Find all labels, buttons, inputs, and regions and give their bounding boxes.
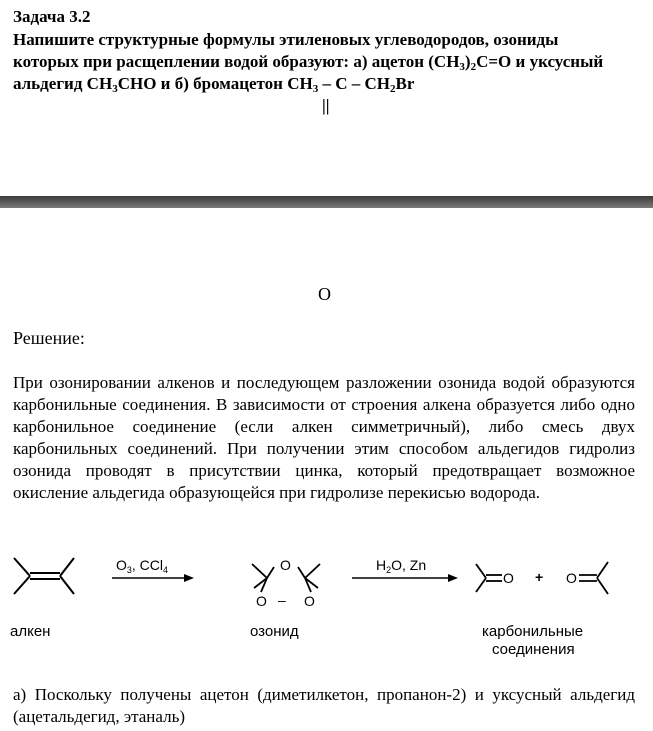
ozonolysis-scheme xyxy=(8,548,648,663)
task-line-3: альдегид $CH_3CHO$ и б) бромацетон $CH_3$ – C – $CH_2Br$ xyxy=(13,74,415,95)
task-statement xyxy=(13,29,641,95)
step2-reagents: $H_2O$, Zn xyxy=(376,557,427,575)
product-2-structure xyxy=(579,562,608,594)
product-1-oxygen: O xyxy=(503,570,514,586)
product-2-oxygen: O xyxy=(566,570,577,586)
ring-peroxide-bond: – xyxy=(278,592,286,608)
products-label-line1: карбонильные xyxy=(482,623,584,640)
task-line-1: Напишите структурные формулы этиленовых углеводородов, озониды xyxy=(13,30,559,49)
step1-reagents: $O_3$, CCl$_4$ xyxy=(116,557,169,575)
products-label-line2: соединения xyxy=(492,641,575,658)
ring-oxygen-top: O xyxy=(280,557,291,573)
solution-label: Решение: xyxy=(13,328,85,348)
arrow-1-head xyxy=(184,574,194,582)
task-line-2: которых при расщеплении водой образуют: а) ацетон $(CH_3)_2C=O$ и уксусный xyxy=(13,52,604,73)
arrow-2-head xyxy=(448,574,458,582)
task-title: Задача 3.2 xyxy=(13,7,91,26)
alkene-label: алкен xyxy=(10,623,51,640)
carbonyl-double-bond: || xyxy=(322,96,330,115)
ozonide-label: озонид xyxy=(250,623,299,640)
product-1-structure xyxy=(476,564,502,592)
ring-oxygen-left: O xyxy=(256,593,267,609)
carbonyl-oxygen: O xyxy=(318,284,331,304)
answer-a-paragraph: а) Поскольку получены ацетон (диметилкетон, пропанон-2) и уксусный альдегид (ацетальдегид, этаналь) xyxy=(13,685,635,726)
plus-sign: + xyxy=(535,569,544,585)
page-divider xyxy=(0,196,653,208)
ring-oxygen-right: O xyxy=(304,593,315,609)
solution-paragraph: При озонировании алкенов и последующем разложении озонида водой образуются карбонильные соединения. В зависимости от строения алкена образуется либо одно карбонильное соединение (если алкен симметричный), либо смесь двух карбонильных соединений. При получении этим способом альдегидов гидролиз озонида проводят в присутствии цинка, который предотвращает возможное окисление альдегида образующейся при гидролизе перекисью водорода. xyxy=(13,373,635,502)
alkene-structure xyxy=(14,558,74,594)
